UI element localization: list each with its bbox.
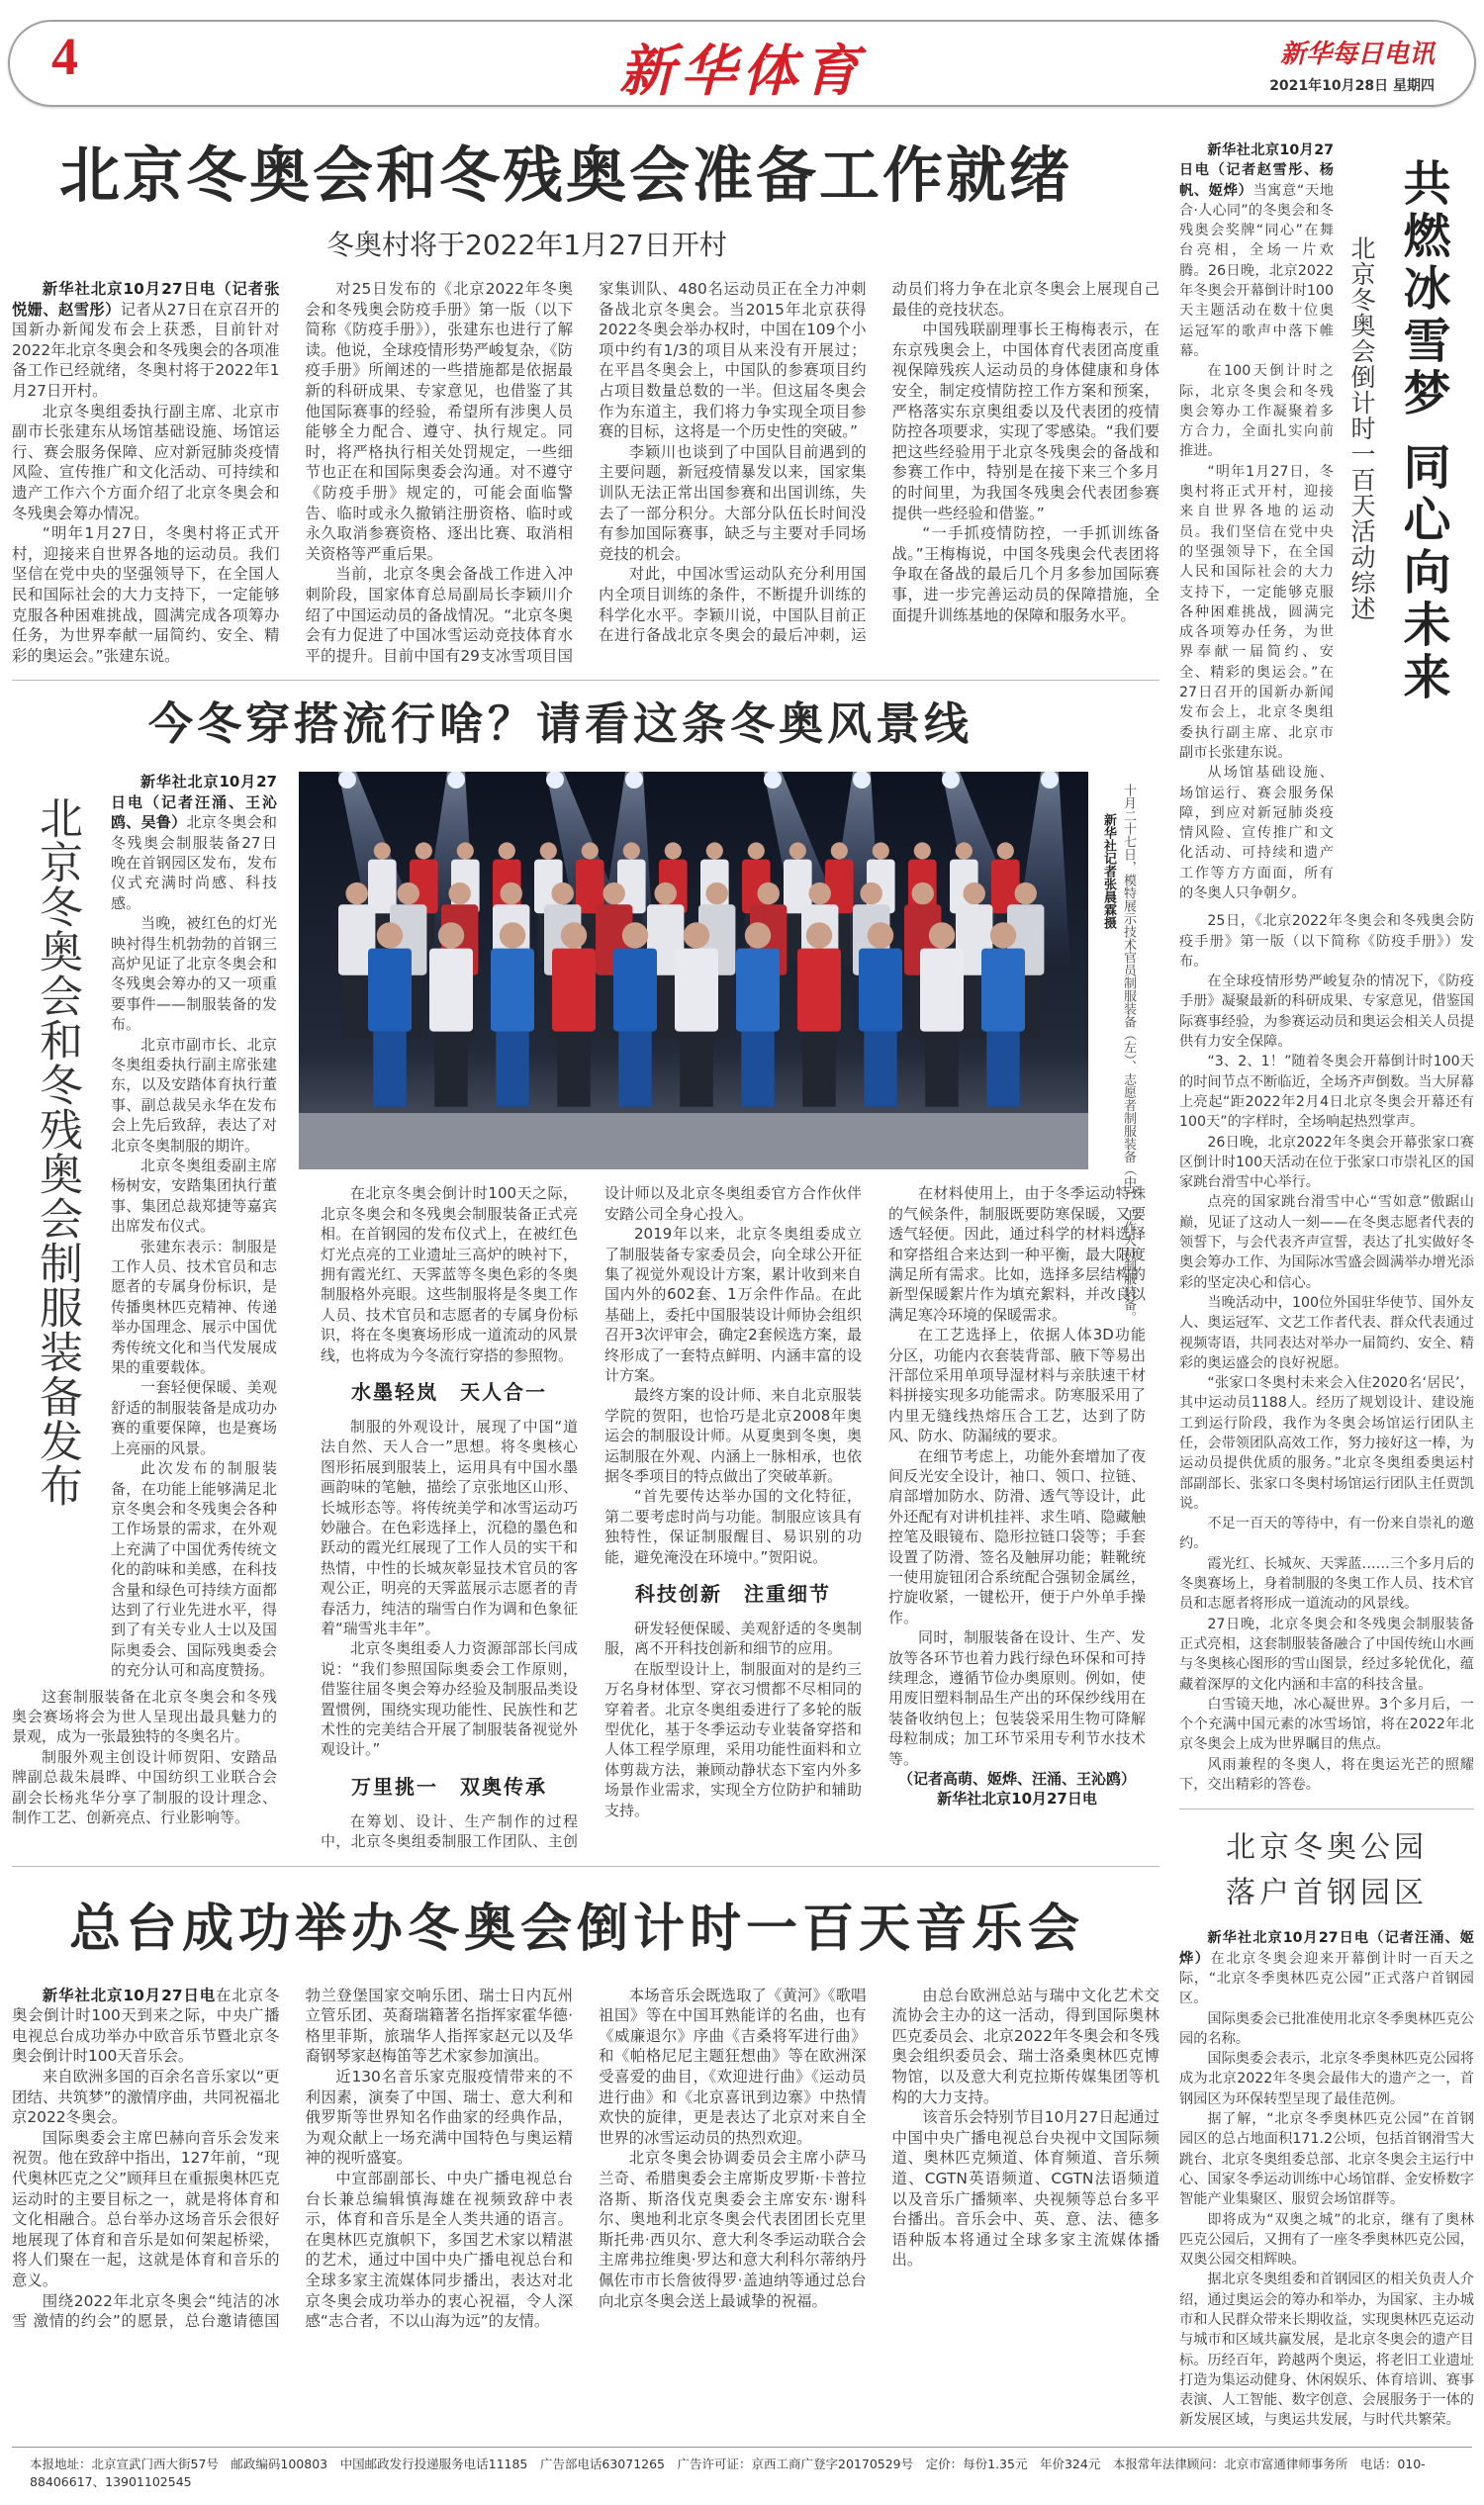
paragraph: 来自欧洲多国的百余名音乐家以“更团结、共筑梦”的激情序曲，共同祝福北京2022冬奥会。: [12, 2068, 280, 2127]
paragraph: 在筹划、设计、生产制作的过程中，北京冬奥组委制服工作团队、主创设计师以及北京冬奥组委官方合作伙伴安踏公司全身心投入。: [321, 1184, 862, 1851]
paragraph: 研发轻便保暖、美观舒适的冬奥制服，离不开科技创新和细节的应用。: [604, 1620, 862, 1658]
lead-text: 北京冬奥会和冬残奥会制服装备27日晚在首钢园区发布，发布仪式充满时尚感、科技感。: [111, 813, 277, 912]
paragraph: 当前，北京冬奥会备战工作进入冲刺阶段，国家体育总局副局长李颖川介绍了中国运动员的备战情况。“北京冬奥会有力促进了中国冰雪运动竞技体育水平的提升。目前中国有29支冰雪项目国家集训队、480名运动员正在全力冲刺备战北京冬奥会。当2015年北京获得2022冬奥会举办权时，中国在109个小项中约有1/3的项目从来没有开展过；在平昌冬奥会上，中国队的参赛项目约占项目数量总数的一半。但这届冬奥会作为东道主，我们将力争实现全项目参赛的目标，这将是一个历史性的突破。”: [305, 280, 867, 665]
paragraph: 该音乐会特别节目10月27日起通过中国中央广播电视总台央视中文国际频道、奥林匹克频道、体育频道、音乐频道、CGTN英语频道、CGTN法语频道以及音乐广播频率、央视频等总台多平台播出。音乐会中、英、意、法、德多语种版本将通过全球多家主流媒体播出。: [891, 2108, 1159, 2270]
issue-date: 2021年10月28日 星期四: [1269, 78, 1435, 94]
lead-text: 记者从27日在京召开的国新办新闻发布会上获悉，目前针对2022年北京冬奥会和冬残奥会的各项准备工作已经就绪，冬奥村将于2022年1月27日开村。: [12, 300, 280, 400]
photo-figure: [675, 922, 718, 1106]
photo-figure: [859, 922, 902, 1106]
paragraph: 张建东表示：制服是工作人员、技术官员和志愿者的专属身份标识，是传播奥林匹克精神、传递举办国理念、展示中国优秀传统文化和当代发展成果的重要载体。: [111, 1237, 277, 1377]
uniform-lead-area: [12, 772, 277, 1680]
sidebar-column: [1179, 140, 1474, 2431]
uniform-right-column: [299, 772, 1159, 1851]
photo-figure: [797, 922, 841, 1106]
main-column: [12, 140, 1159, 2332]
paragraph: 北京冬奥组委副主席杨树安，安踏集团执行董事、集团总裁郑捷等嘉宾出席发布仪式。: [111, 1157, 277, 1236]
paragraph: 25日，《北京2022年冬奥会和冬残奥会防疫手册》第一版（以下简称《防疫手册》）发布。: [1179, 913, 1474, 970]
paragraph: 在北京冬奥会倒计时100天之际，北京冬奥会和冬残奥会制服装备正式亮相。在首钢园的发布仪式上，在被红色灯光点亮的工业遗址三高炉的映衬下，拥有霞光红、天霁蓝等冬奥色彩的冬奥制服格外亮眼。这些制服将是冬奥工作人员、技术官员和志愿者的专属身份标识，将在冬奥赛场形成一道流动的风景线，也将成为今冬流行穿搭的参照物。: [321, 1184, 578, 1364]
paragraph: 在工艺选择上，依据人体3D功能分区，功能内衣套装背部、腋下等易出汗部位采用单项导湿材料与亲肤速干材料拼接实现多功能需求。防寒服采用了内里无缝线热熔压合工艺，达到了防风、防水、防漏绒的要求。: [888, 1326, 1146, 1445]
paragraph: 从场馆基础设施、场馆运行、赛会服务保障，到应对新冠肺炎疫情风险、宣传推广和文化活动、可持续和遗产工作等方方面面，所有的冬奥人只争朝夕。: [1179, 765, 1334, 901]
paragraph: 不足一百天的等待中，有一份来自崇礼的邀约。: [1179, 1516, 1474, 1552]
paragraph: 国际奥委会主席巴赫向音乐会发来祝贺。他在致辞中指出，127年前，“现代奥林匹克之父”顾拜旦在重振奥林匹克运动时的主要目标之一，就是将体育和文化相融合。总台举办这场音乐会很好地展现了体育和音乐是如何架起桥梁，将人们聚在一起，这就是体育和音乐的意义。: [12, 2128, 280, 2289]
footer-imprint: 本报地址：北京宣武门西大街57号 邮政编码100803 中国邮政发行投递服务电话11185 广告部电话63071265 广告许可证：京西工商广登字20170529号 定价：每份1.35元 年价324元 本报常年法律顾问：北京市富通律师事务所 电话：010-88406617、13901102545: [30, 2456, 1426, 2489]
sidebar-subheadline: 北京冬奥会倒计时一百天活动综述: [1347, 235, 1376, 621]
sidebar-lead-body: [1179, 140, 1334, 903]
paragraph: 在全球疫情形势严峻复杂的情况下，《防疫手册》凝聚最新的科研成果、专家意见，借鉴国际赛事经验，为参赛运动员和奥运会相关人员提供有力安全保障。: [1179, 974, 1474, 1051]
paragraph: 2019年以来，北京冬奥组委成立了制服装备专家委员会，向全球公开征集了视觉外观设计方案，累计收到来自国内外的602套、1万余件作品。在此基础上，委托中国服装设计师协会组织召开3次评审会，确定2套候选方案，最终形成了一套特点鲜明、内涵丰富的设计方案。: [604, 1225, 862, 1384]
paragraph: 一套轻便保暖、美观舒适的制服装备是成功办赛的重要保障，也是赛场上亮丽的风景。: [111, 1378, 277, 1457]
paragraph: 风雨兼程的冬奥人，将在奥运光芒的照耀下，交出精彩的答卷。: [1179, 1756, 1474, 1794]
divider: [12, 680, 1159, 681]
paragraph: 这套制服装备在北京冬奥会和冬残奥会赛场将会为世人呈现出最具魅力的景观，成为一张最独特的冬奥名片。: [12, 1687, 277, 1746]
paragraph: 李颖川也谈到了中国队目前遇到的主要问题，新冠疫情暴发以来，国家集训队无法正常出国参赛和出国训练，失去了一部分积分。大部分队伍长时间没有参加国际赛事，缺乏与主要对手同场竞技的机会。: [599, 442, 867, 563]
paragraph: 本场音乐会既选取了《黄河》《歌唱祖国》等在中国耳熟能详的名曲，也有《威廉退尔》序曲《吉桑将军进行曲》和《帕格尼尼主题狂想曲》等在欧洲深受喜爱的曲目，《欢迎进行曲》《运动员进行曲》和《北京喜讯到边寨》中热情欢快的旋律，更是表达了北京对来自全世界的冰雪运动员的热烈欢迎。: [599, 1986, 867, 2147]
paragraph: 在100天倒计时之际，北京冬奥会和冬残奥会筹办工作凝聚着多方合力，全面扎实向前推进。: [1179, 363, 1334, 460]
uniform-left-column: [12, 772, 277, 1827]
paragraph: 26日晚，北京2022年冬奥会开幕张家口赛区倒计时100天活动在位于张家口市崇礼区的国家跳台滑雪中心举行。: [1179, 1134, 1474, 1191]
uniform-tail-body: [12, 1687, 277, 1828]
park-article-body: [1179, 1928, 1474, 2430]
sidebar-body: [1179, 911, 1474, 1795]
paragraph: “3、2、1！”随着冬奥会开幕倒计时100天的时间节点不断临近，全场齐声倒数。当大屏幕上亮起“距2022年2月4日北京冬奥会开幕还有100天”的字样时，全场响起热烈掌声。: [1179, 1054, 1474, 1131]
section-subheading: 科技创新 注重细节: [635, 1582, 831, 1606]
paragraph: 由总台欧洲总站与瑞中文化艺术交流协会主办的这一活动，得到国际奥林匹克委员会、北京2022年冬奥会和冬残奥会组织委员会、瑞士洛桑奥林匹克博物馆，以及意大利克拉斯传媒集团等机构的大力支持。: [891, 1986, 1159, 2106]
paragraph: 制服外观主创设计师贺阳、安踏品牌副总裁朱晨晔、中国纺织工业联合会副会长杨兆华分享了制服的设计理念、制作工艺、创新亮点、行业影响等。: [12, 1747, 277, 1826]
section-subheading: 水墨轻岚 天人合一: [351, 1379, 547, 1404]
photo-figure: [491, 922, 534, 1106]
park-headline-line2: 落户首钢园区: [1226, 1876, 1428, 1911]
paragraph: 白雪镜天地，冰心凝世界。3个多月后，一个个充满中国元素的冰雪场馆，将在2022年北京冬奥会上成为世界瞩目的焦点。: [1179, 1696, 1474, 1753]
page-number: 4: [51, 27, 78, 86]
paragraph: 对25日发布的《北京2022年冬奥会和冬残奥会防疫手册》第一版（以下简称《防疫手册》），张建东也进行了解读。他说，全球疫情形势严峻复杂，《防疫手册》所阐述的一些措施都是依据最新的科研成果、专家意见，也借鉴了其他国际赛事的经验，希望所有涉奥人员能够全力配合、遵守、执行规定。同时，将严格执行相关处罚规定，一些细节也正在和国际奥委会沟通。对不遵守《防疫手册》规定的，可能会面临警告、临时或永久撤销注册资格、临时或永久取消参赛资格、逐出比赛、取消相关资格等严重后果。: [305, 280, 573, 563]
photo-figure: [736, 922, 780, 1106]
paragraph: “首先要传达举办国的文化特征，第二要考虑时尚与功能。制服应该具有独特性，保证制服醒目、易识别的功能，避免淹没在环境中。”贺阳说。: [604, 1487, 862, 1566]
photo-figure: [368, 922, 412, 1106]
byline: （记者高萌、姬烨、汪涌、王沁鸥）: [897, 1770, 1136, 1789]
paragraph: 当晚，被红色的灯光映衬得生机勃勃的首钢三高炉见证了北京冬奥会和冬残奥会筹办的又一项重要事件——制服装备的发布。: [111, 914, 277, 1034]
photo-figure: [429, 922, 473, 1106]
stage-floor: [299, 1113, 1088, 1169]
masthead-frame: [8, 20, 1476, 107]
paragraph: [1179, 1928, 1474, 2008]
concert-article-body: [12, 1986, 1159, 2332]
paragraph: 北京市副市长、北京冬奥组委执行副主席张建东，以及安踏体育执行董事、副总裁吴永华在发布会上先后致辞，表达了对北京冬奥制服的期许。: [111, 1035, 277, 1155]
paragraph: 在版型设计上，制服面对的是约三万名身材体型、穿衣习惯都不尽相同的穿着者。北京冬奥组委进行了多轮的版型优化，基于冬季运动专业装备穿搭和人体工程学原理，采用功能性面料和立体剪裁方法，兼顾动静状态下室内外多场景作业需求，实现全方位防护和辅助支持。: [604, 1659, 862, 1819]
uniform-launch-photo: [299, 772, 1088, 1169]
paragraph: [12, 279, 280, 402]
paragraph: “明年1月27日，冬奥村将正式开村，迎接来自世界各地的运动员。我们坚信在党中央的坚强领导下，在全国人民和国际社会的大力支持下，一定能够克服各种困难挑战，圆满完成各项筹办任务，为世界奉献一届简约、安全、精彩的奥运会。”张建东说。: [12, 524, 280, 665]
photo-figure: [981, 922, 1025, 1106]
paragraph: 北京冬奥会协调委员会主席小萨马兰奇、希腊奥委会主席斯皮罗斯·卡普拉洛斯、斯洛伐克奥委会主席安东·谢科尔、奥地利北京冬奥会代表团团长克里斯托弗·西贝尔、意大利冬季运动联合会主席弗拉维奥·罗达和意大利科尔蒂纳丹佩佐市市长詹彼得罗·盖迪纳等通过总台向北京冬奥会送上最诚挚的祝福。: [599, 2149, 867, 2310]
park-headline: [1179, 1825, 1474, 1916]
uniform-headline: 今冬穿搭流行啥？请看这条冬奥风景线: [148, 697, 974, 751]
paragraph: 在材料使用上，由于冬季运动特殊的气候条件，制服既要防寒保暖，又要透气轻便。因此，通过科学的材料选择和穿搭组合来达到一种平衡，最大限度满足所有需求。比如，选择多层结构的新型保暖絮片作为填充絮料，并改良以满足寒冷环境的保暖需求。: [888, 1184, 1146, 1324]
photo-figure: [613, 922, 657, 1106]
paragraph: 最终方案的设计师、来自北京服装学院的贺阳，也恰巧是北京2008年奥运会的制服设计师。从夏奥到冬奥，奥运制服在外观、内涵上一脉相承，也依据冬季项目的特点做出了突破革新。: [604, 1386, 862, 1485]
lead-text: 当寓意“天地合·人心同”的冬奥会和冬残奥会奖牌“同心”在舞台亮相，全场一片欢腾。26日晚，北京2022年冬奥会开幕倒计时100天主题活动在数十位奥运冠军的歌声中落下帷幕。: [1179, 182, 1334, 359]
paragraph: 对此，中国冰雪运动队充分利用国内全项目训练的条件，不断提升训练的科学化水平。李颖川说，中国队目前正在进行备战北京冬奥会的最后冲刺，运动员们将力争在北京冬奥会上展现自己最佳的竞技状态。: [599, 280, 1159, 645]
paragraph: 中宣部副部长、中央广播电视总台台长兼总编辑慎海雄在视频致辞中表示，体育和音乐是全人类共通的语言。在奥林匹克旗帜下，多国艺术家以精湛的艺术，通过中国中央广播电视总台和全球多家主流媒体同步播出，表达对北京冬奥会成功举办的衷心祝福，令人深感“志合者，不以山海为远”的友情。: [305, 2170, 573, 2331]
paragraph: “一手抓疫情防控，一手抓训练备战。”王梅梅说，中国冬残奥会代表团将争取在备战的最后几个月多参加国际赛事，进一步完善运动员的保障措施，全面提升训练基地的保障和服务水平。: [891, 524, 1159, 624]
paragraph: “张家口冬奥村未来会入住2020名‘居民’，其中运动员1188人。经历了规划设计、建设施工到运行阶段，我作为冬奥会场馆运行团队主任，会带领团队高效工作，努力接好这一棒，为运动员提供优质的服务。”北京冬奥组委奥运村部副部长、张家口冬奥村场馆运行团队主任贾凯说。: [1179, 1375, 1474, 1512]
paragraph: 霞光红、长城灰、天霁蓝……三个多月后的冬奥赛场上，身着制服的冬奥工作人员、技术官员和志愿者将形成一道流动的风景线。: [1179, 1555, 1474, 1613]
photo-figure: [552, 922, 596, 1106]
main-article-body: [12, 279, 1159, 666]
paragraph: 点亮的国家跳台滑雪中心“雪如意”傲踞山巅，见证了这动人一刻——在冬奥志愿者代表的领誓下，与会代表齐声宣誓，表达了扎实做好冬奥会筹办工作、为国际冰雪盛会圆满举办增光添彩的坚定决心和信心。: [1179, 1194, 1474, 1291]
paper-logo: 新华每日电讯: [1279, 40, 1435, 69]
concert-headline: 总台成功举办冬奥会倒计时一百天音乐会: [69, 1898, 1085, 1959]
paragraph: 围绕2022年北京冬奥会“纯洁的冰雪 激情的约会”的愿景，总台邀请德国勃兰登堡国家交响乐团、瑞士日内瓦州立管乐团、英裔瑞籍著名指挥家霍华德·格里菲斯，旅瑞华人指挥家赵元以及华裔钢琴家赵梅笛等艺术家参加演出。: [12, 1986, 573, 2331]
paragraph: 国际奥委会表示，北京冬季奥林匹克公园将成为北京2022年冬奥会最伟大的遗产之一，首钢园区为环保转型呈现了最佳范例。: [1179, 2051, 1474, 2107]
caption-text: 十月二十七日，模特展示技术官员制服装备（左）、志愿者制服装备（中）、工作人员制服装备。: [1121, 784, 1136, 1325]
paragraph: 北京冬奥组委人力资源部部长闫成说：“我们参照国际奥委会工作原则，借鉴往届冬奥会筹办经验及制服品类设置惯例，围绕实现功能性、民族性和艺术性的完美结合开展了制服装备视觉外观设计。”: [321, 1639, 578, 1759]
paragraph: “明年1月27日，冬奥村将正式开村，迎接来自世界各地的运动员。我们坚信在党中央的坚强领导下，在全国人民和国际社会的大力支持下，一定能够克服各种困难挑战，圆满完成各项筹办任务，为世界奉献一届简约、安全、精彩的奥运会。”在27日召开的国新办新闻发布会上，北京冬奥组委执行副主席、北京市副市长张建东说。: [1179, 463, 1334, 761]
paragraph: 近130名音乐家克服疫情带来的不利因素，演奏了中国、瑞士、意大利和俄罗斯等世界知名作曲家的经典作品，为观众献上一场充满中国特色与奥运精神的视听盛宴。: [305, 2068, 573, 2168]
sidebar-top: [1179, 140, 1474, 903]
paragraph: 据北京冬奥组委和首钢园区的相关负责人介绍，通过奥运会的筹办和举办，为国家、主办城市和人民群众带来长期收益，实现奥林匹克运动与城市和区域共赢发展，是北京冬奥会的遗产目标。历经百年，跨越两个奥运，将老旧工业遗址打造为集运动健身、休闲娱乐、体育培训、赛事表演、人工智能、数字创意、会展服务于一体的新发展区域，与奥运共发展，与时代共繁荣。: [1179, 2272, 1474, 2429]
paragraph: 27日晚，北京冬奥会和冬残奥会制服装备正式亮相，这套制服装备融合了中国传统山水画与冬奥核心图形的雪山图景，经过多轮优化，蕴藏着深厚的文化内涵和丰富的科技含量。: [1179, 1616, 1474, 1693]
dateline: 新华社北京10月27日电（记者汪涌、姬烨）: [1179, 1930, 1474, 1967]
dateline: 新华社北京10月27日电（记者张悦姗、赵雪彤）: [12, 280, 280, 319]
lead-text: 在北京冬奥会迎来开幕倒计时一百天之际，“北京冬季奥林匹克公园”正式落户首钢园区。: [1179, 1950, 1474, 2007]
paragraph: 当晚活动中，100位外国驻华使节、国外友人、奥运冠军、文艺工作者代表、群众代表通过视频寄语，共同表达对举办一届简约、安全、精彩的奥运盛会的良好祝愿。: [1179, 1294, 1474, 1371]
main-headline: 北京冬奥会和冬残奥会准备工作就绪: [59, 140, 1073, 211]
photo-figure: [920, 922, 964, 1106]
photo-illustration: [299, 772, 1088, 1169]
photo-caption: [1098, 772, 1138, 1325]
paragraph: 据了解，“北京冬季奥林匹克公园”在首钢园区的总占地面积171.2公顷，包括首钢滑雪大跳台、北京冬奥组委总部、北京冬奥会主运行中心、国家冬季运动训练中心场馆群、金安桥数字智能产业集聚区、服贸会场馆群等。: [1179, 2111, 1474, 2208]
dateline: 新华社北京10月27日电（记者汪涌、王沁鸥、吴鲁）: [111, 773, 277, 832]
section-subheading: 万里挑一 双奥传承: [351, 1774, 547, 1799]
page-content: [0, 140, 1484, 2431]
park-headline-line1: 北京冬奥公园: [1226, 1830, 1428, 1866]
sidebar-headline: 共燃冰雪梦 同心向未来: [1395, 158, 1450, 704]
uniform-vertical-title-box: [12, 772, 101, 1508]
paragraph: 中国残联副理事长王梅梅表示，在东京残奥会上，中国体育代表团高度重视保障残疾人运动员的身体健康和身体安全，制定疫情防控工作方案和预案，严格落实东京奥组委以及代表团的疫情防控各项要求，实现了零感染。“我们要把这些经验用于北京冬残奥会的备战和参赛工作中，特别是在接下来三个多月的时间里，为我国冬残奥会代表团参赛提供一些经验和借鉴。”: [891, 321, 1159, 522]
main-subheadline: 冬奥村将于2022年1月27日开村: [326, 229, 727, 261]
uniform-lead-body: [111, 772, 277, 1680]
paragraph: [12, 1986, 280, 2067]
uniform-article: [12, 772, 1159, 1851]
paragraph: [1179, 140, 1334, 361]
section-title: 新华体育: [619, 39, 865, 104]
paragraph: 此次发布的制服装备，在功能上能够满足北京冬奥会和冬残奥会各种工作场景的需求，在外观上充满了中国优秀传统文化的韵味和美感，在科技含量和绿色可持续方面都达到了行业先进水平，得到了有关专业人士以及国际奥委会、国际残奥委会的充分认可和高度赞扬。: [111, 1459, 277, 1680]
dateline: 新华社北京10月27日电: [42, 1986, 217, 2004]
paragraph: 即将成为“双奥之城”的北京，继有了奥林匹克公园后，又拥有了一座冬季奥林匹克公园，双奥公园交相辉映。: [1179, 2211, 1474, 2269]
photo-credit: 新华社记者张晨霖摄: [1101, 813, 1116, 930]
uniform-vertical-title: 北京冬奥会和冬残奥会制服装备发布: [32, 795, 82, 1509]
dateline: 新华社北京10月27日电（记者赵雪彤、杨帆、姬烨）: [1179, 142, 1334, 199]
byline: 新华社北京10月27日电: [937, 1790, 1097, 1809]
paragraph: 制服的外观设计，展现了中国“道法自然、天人合一”思想。将冬奥核心图形拓展到服装上，运用具有中国水墨画韵味的笔触，描绘了京张地区山形、长城形态等。将传统美学和冰雪运动巧妙融合。在色彩选择上，沉稳的墨色和跃动的霞光红展现了工作人员的实干和热情，中性的长城灰彰显技术官员的客观公正，明亮的天霁蓝展示志愿者的青春活力，纯洁的瑞雪白作为调和色象征着“瑞雪兆丰年”。: [321, 1417, 578, 1637]
paragraph: 国际奥委会已批准使用北京冬季奥林匹克公园的名称。: [1179, 2010, 1474, 2047]
paragraph: 在细节考虑上，功能外套增加了夜间反光安全设计，袖口、领口、拉链、肩部增加防水、防滑、透气等设计，此外还配有对讲机挂袢、求生哨、隐藏触控笔及眼镜布、隐形拉链口袋等；手套设置了防滑、签名及触屏功能；鞋靴统一使用旋钮闭合系统配合强韧金属丝，拧旋收紧，一键松开，便于户外单手操作。: [888, 1446, 1146, 1626]
paragraph: 北京冬奥组委执行副主席、北京市副市长张建东从场馆基础设施、场馆运行、赛会服务保障、应对新冠肺炎疫情风险、宣传推广和文化活动、可持续和遗产工作六个方面介绍了北京冬奥会和冬残奥会筹办情况。: [12, 402, 280, 522]
lead-text: 在北京冬奥会倒计时100天到来之际，中央广播电视总台成功举办中欧音乐节暨北京冬奥会倒计时100天音乐会。: [12, 1986, 280, 2066]
paragraph: 同时，制服装备在设计、生产、发放等各环节也着力践行绿色环保和可持续理念，遵循节俭办奥原则。例如，使用废旧塑料制品生产出的环保纱线用在装备收纳包上；包装袋采用生物可降解母粒制成；加工环节采用专利节水技术等。: [888, 1628, 1146, 1768]
divider: [12, 1866, 1159, 1867]
paragraph: [111, 772, 277, 913]
uniform-article-body: [299, 1183, 1146, 1851]
